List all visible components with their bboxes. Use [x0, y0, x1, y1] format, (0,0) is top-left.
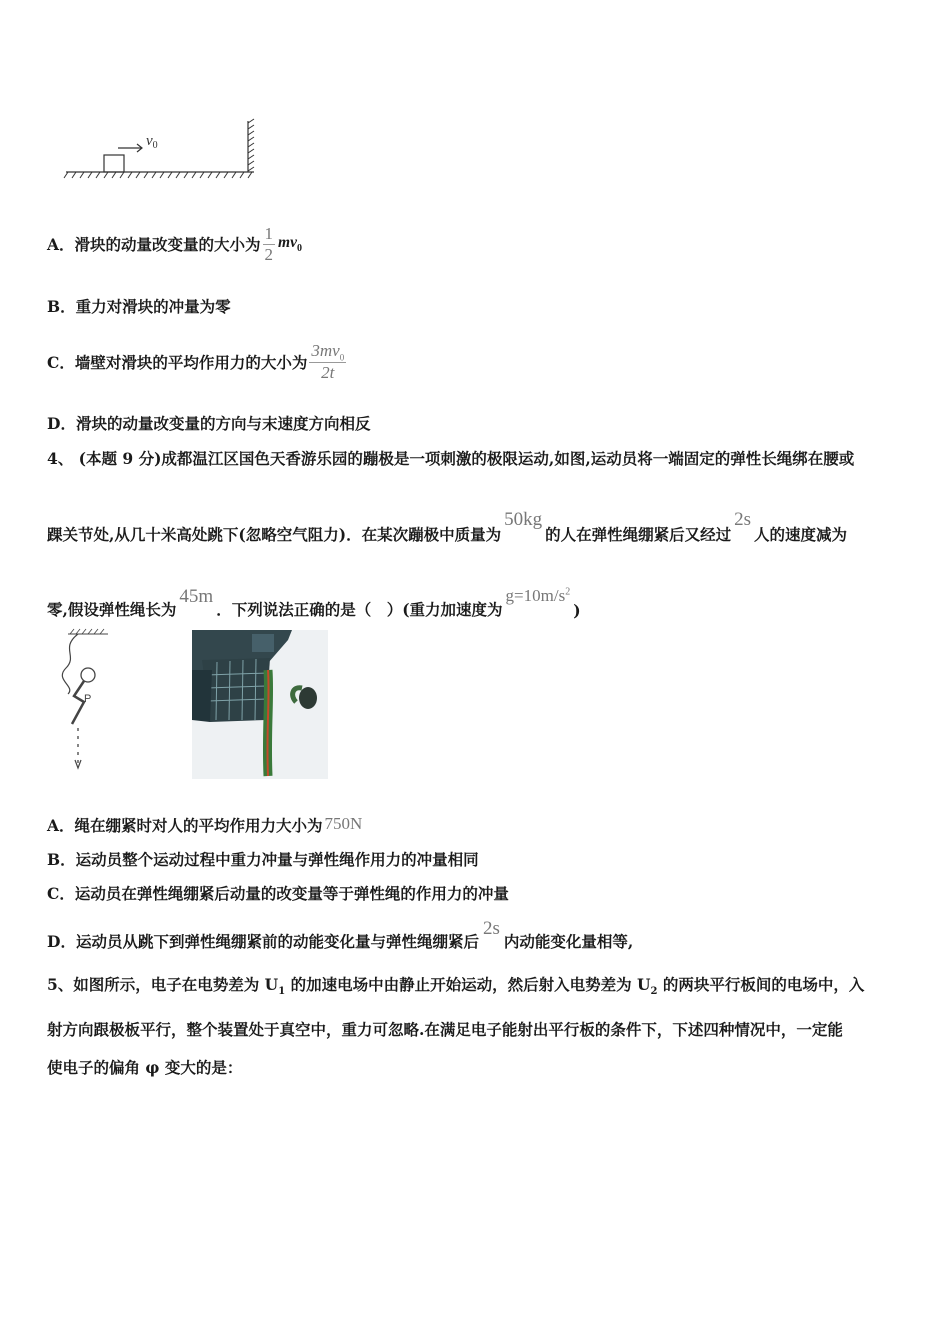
- q4-option-c[interactable]: [47, 882, 509, 904]
- option-text: 墙壁对滑块的平均作用力的大小为: [74, 353, 308, 372]
- option-label: C．: [47, 884, 75, 903]
- q4-text: 零,假设弹性绳长为: [47, 600, 177, 619]
- jumper-head: [81, 668, 95, 682]
- option-label: A．: [47, 816, 75, 835]
- q3-option-c[interactable]: [47, 330, 346, 394]
- option-label: C．: [47, 353, 75, 372]
- gravity-value: $g=10m/s^2$: [505, 586, 571, 605]
- half-fraction: $\frac{1}{2}$: [264, 223, 274, 264]
- point-p-label: P: [84, 693, 92, 705]
- q4-stem-line2: [47, 495, 847, 545]
- slider-block: [104, 155, 124, 172]
- q4-text: 人的速度减为: [754, 525, 848, 544]
- duration-value: 2s: [482, 918, 500, 939]
- q3-option-a[interactable]: [47, 212, 302, 276]
- option-text: 滑块的动量改变量的方向与末速度方向相反: [75, 414, 371, 433]
- option-text-tail: 内动能变化量相等,: [503, 932, 634, 951]
- q4-option-b[interactable]: [47, 848, 479, 870]
- q4-stem-line1: 4、 (本题 9 分)成都温江区国色天香游乐园的蹦极是一项刺激的极限运动,如图,运动员将一端固定的弹性长绳绑在腰或: [47, 449, 855, 468]
- mv0-symbol: $mv_0$: [278, 233, 302, 255]
- option-text: 运动员整个运动过程中重力冲量与弹性绳作用力的冲量相同: [75, 850, 479, 869]
- q5-line1: 5、如图所示，电子在电势差为 $U_1$ 的加速电场中由静止开始运动，然后射入电势差为 $U_2$ 的两块平行板间的电场中，入: [47, 975, 865, 998]
- bungee-cord: [267, 670, 268, 776]
- wall: [248, 119, 254, 172]
- q4-text: ): [573, 601, 581, 620]
- q4-text: 踝关节处,从几十米高处跳下(忽略空气阻力)．在某次蹦极中质量为: [47, 525, 502, 544]
- option-text: 运动员从跳下到弹性绳绷紧前的动能变化量与弹性绳绷紧后: [75, 932, 479, 951]
- option-label: D．: [47, 932, 76, 951]
- option-label: B．: [47, 850, 76, 869]
- option-label: A．: [47, 235, 75, 254]
- time-value: 2s: [734, 509, 751, 530]
- option-text: 运动员在弹性绳绷紧后动量的改变量等于弹性绳的作用力的冲量: [74, 884, 509, 903]
- q4-text: ．下列说法正确的是（ ）(重力加速度为: [216, 600, 503, 619]
- q5-line2: 射方向跟极板平行，整个装置处于真空中，重力可忽略.在满足电子能射出平行板的条件下，下述四种情况中，一定能: [47, 1020, 843, 1040]
- length-value: 45m: [179, 586, 214, 607]
- jumper-body: [72, 681, 84, 724]
- bungee-sketch: [48, 628, 118, 776]
- mass-value: 50kg: [504, 509, 543, 530]
- bungee-photo: [192, 630, 328, 779]
- q5-stem: [47, 970, 905, 1083]
- q3-option-d[interactable]: [47, 412, 370, 434]
- elastic-rope: [62, 634, 78, 694]
- q4-stem-line3: [47, 570, 581, 620]
- option-text: 绳在绷紧时对人的平均作用力大小为: [74, 816, 323, 835]
- option-label: D．: [47, 414, 76, 433]
- option-text: 重力对滑块的冲量为零: [75, 297, 231, 316]
- velocity-arrow: [118, 144, 142, 152]
- q4-option-d[interactable]: [47, 912, 633, 952]
- block-wall-diagram: [60, 115, 270, 185]
- velocity-label: $v_0$: [146, 133, 158, 151]
- force-fraction: $\frac{3mv_0}{2t}$: [311, 340, 345, 383]
- floor: [64, 172, 254, 178]
- force-value: 750N: [324, 814, 363, 833]
- q3-option-b[interactable]: [47, 295, 231, 317]
- option-text: 滑块的动量改变量的大小为: [74, 235, 261, 254]
- q4-text: 的人在弹性绳绷紧后又经过: [545, 525, 732, 544]
- option-label: B．: [47, 297, 76, 316]
- q5-line3: 使电子的偏角 φ 变大的是：: [47, 1058, 243, 1078]
- q4-option-a[interactable]: [47, 814, 362, 836]
